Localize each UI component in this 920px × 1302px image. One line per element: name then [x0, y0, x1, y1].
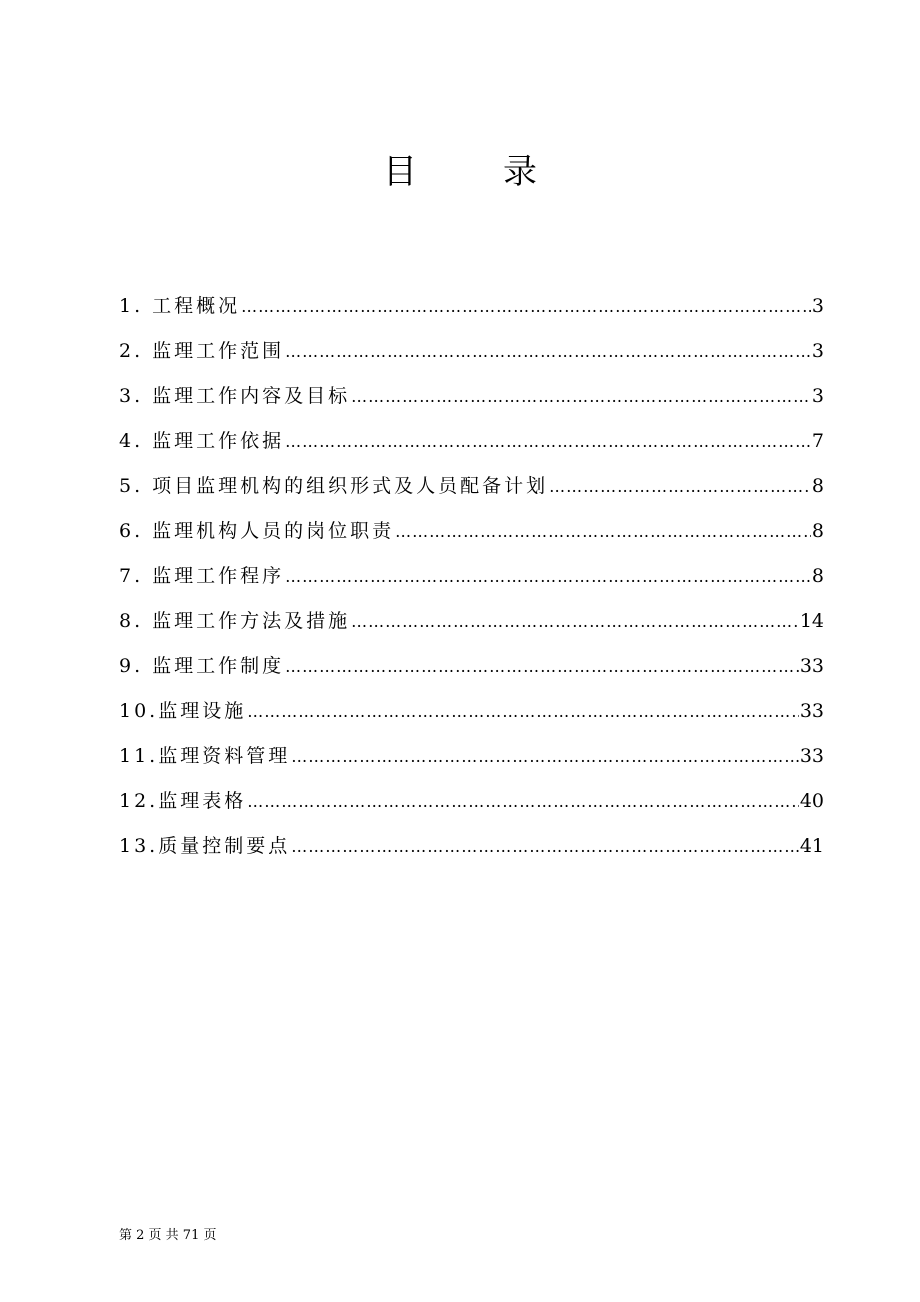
toc-entry[interactable]	[119, 378, 824, 423]
title-char-left: 目	[383, 152, 417, 192]
toc-leader-dots	[351, 379, 811, 415]
toc-entry-label: 2. 监理工作范围	[119, 340, 285, 362]
toc-entry[interactable]	[119, 738, 824, 783]
toc-entry-label: 6. 监理机构人员的岗位职责	[119, 520, 395, 542]
toc-entry-page: 33	[799, 700, 824, 722]
toc-entry-page: 7	[811, 430, 824, 452]
toc-entry-label: 13.质量控制要点	[119, 835, 291, 857]
toc-entry-label: 4. 监理工作依据	[119, 430, 285, 452]
toc-entry-page: 8	[811, 520, 824, 542]
toc-entry[interactable]	[119, 423, 824, 468]
toc-entry-page: 3	[811, 295, 824, 317]
toc-entry-page: 3	[811, 385, 824, 407]
toc-entry-label: 9. 监理工作制度	[119, 655, 285, 677]
toc-leader-dots	[285, 334, 811, 370]
toc-entry-label: 3. 监理工作内容及目标	[119, 385, 351, 407]
toc-leader-dots	[549, 469, 811, 505]
toc-leader-dots	[241, 289, 811, 325]
toc-leader-dots	[285, 559, 811, 595]
toc-leader-dots	[247, 784, 799, 820]
table-of-contents	[119, 288, 824, 873]
toc-entry[interactable]	[119, 603, 824, 648]
toc-entry-page: 8	[811, 565, 824, 587]
toc-entry[interactable]	[119, 558, 824, 603]
toc-leader-dots	[285, 649, 799, 685]
toc-entry-page: 40	[799, 790, 824, 812]
toc-leader-dots	[395, 514, 811, 550]
toc-entry[interactable]	[119, 783, 824, 828]
toc-entry-label: 12.监理表格	[119, 790, 247, 812]
toc-entry-page: 14	[799, 610, 824, 632]
toc-entry-label: 11.监理资料管理	[119, 745, 291, 767]
toc-leader-dots	[291, 829, 799, 865]
toc-entry-page: 33	[799, 745, 824, 767]
toc-entry-page: 3	[811, 340, 824, 362]
toc-entry[interactable]	[119, 468, 824, 513]
toc-leader-dots	[351, 604, 799, 640]
toc-entry[interactable]	[119, 288, 824, 333]
toc-leader-dots	[291, 739, 799, 775]
toc-entry-label: 7. 监理工作程序	[119, 565, 285, 587]
toc-leader-dots	[285, 424, 811, 460]
toc-leader-dots	[247, 694, 799, 730]
title-char-right: 录	[503, 152, 537, 192]
toc-entry-label: 8. 监理工作方法及措施	[119, 610, 351, 632]
toc-entry[interactable]	[119, 648, 824, 693]
toc-entry-page: 41	[799, 835, 824, 857]
page-footer: 第 2 页 共 71 页	[119, 1228, 217, 1243]
toc-entry-label: 10.监理设施	[119, 700, 247, 722]
toc-entry[interactable]	[119, 693, 824, 738]
toc-entry[interactable]	[119, 513, 824, 558]
toc-entry[interactable]	[119, 828, 824, 873]
toc-entry-label: 1. 工程概况	[119, 295, 241, 317]
page-title	[0, 148, 920, 196]
toc-entry-page: 33	[799, 655, 824, 677]
toc-entry-label: 5. 项目监理机构的组织形式及人员配备计划	[119, 475, 549, 497]
toc-entry-page: 8	[811, 475, 824, 497]
toc-entry[interactable]	[119, 333, 824, 378]
